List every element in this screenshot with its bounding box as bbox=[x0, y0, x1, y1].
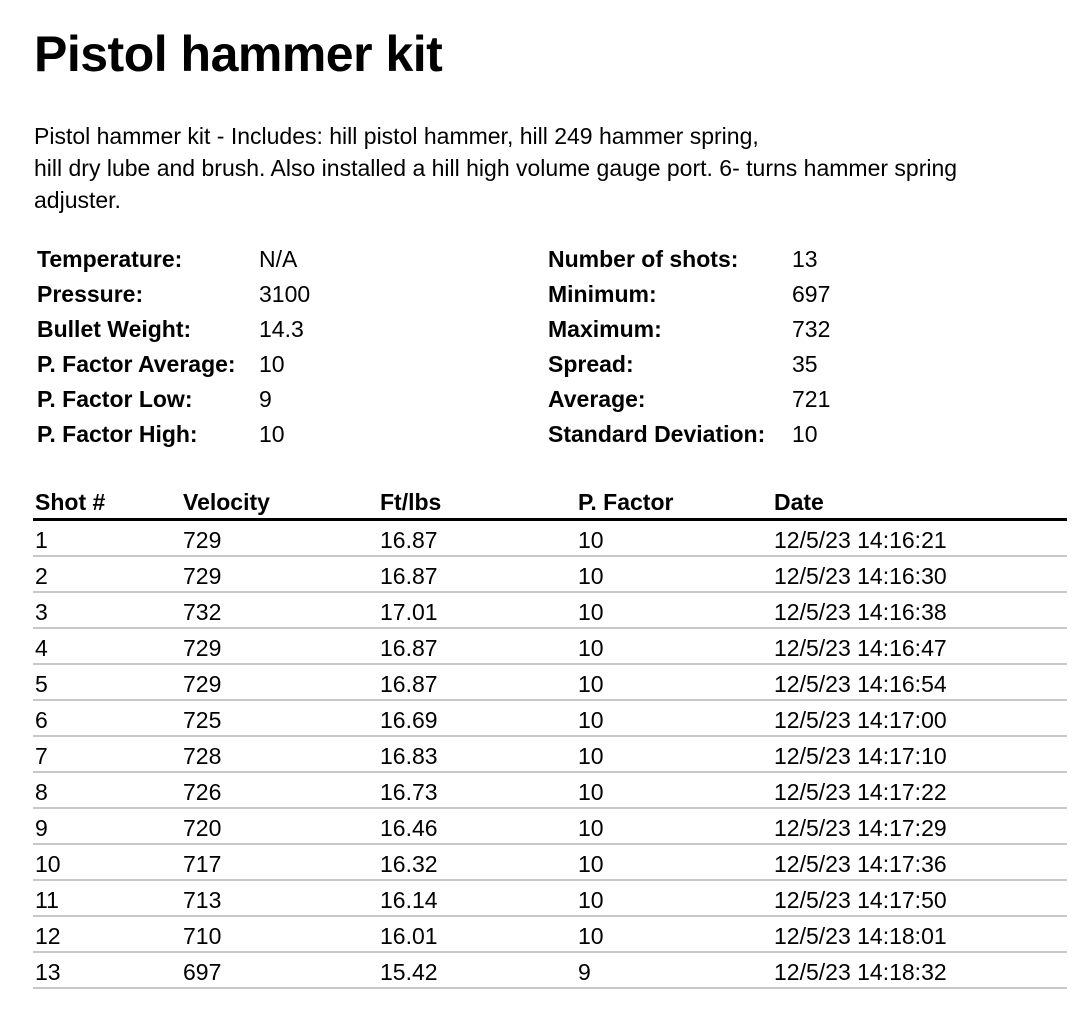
column-header-ft-lbs: Ft/lbs bbox=[380, 489, 442, 515]
cell-shot: 6 bbox=[35, 707, 48, 733]
table-row bbox=[33, 557, 1067, 593]
stat-value: 14.3 bbox=[259, 316, 304, 342]
table-row bbox=[33, 665, 1067, 701]
cell-date: 12/5/23 14:17:10 bbox=[774, 743, 947, 769]
description-line: Pistol hammer kit - Includes: hill pistol hammer, hill 249 hammer spring, bbox=[34, 123, 759, 149]
cell-date: 12/5/23 14:17:22 bbox=[774, 779, 947, 805]
stat-value: 697 bbox=[792, 281, 831, 307]
cell-velocity: 717 bbox=[183, 851, 222, 877]
cell-ft-lbs: 16.32 bbox=[380, 851, 438, 877]
cell-date: 12/5/23 14:17:00 bbox=[774, 707, 947, 733]
cell-ft-lbs: 17.01 bbox=[380, 599, 438, 625]
cell-velocity: 725 bbox=[183, 707, 222, 733]
table-row bbox=[33, 737, 1067, 773]
description-line: adjuster. bbox=[34, 187, 121, 213]
cell-velocity: 732 bbox=[183, 599, 222, 625]
description bbox=[34, 120, 1064, 216]
cell-p-factor: 10 bbox=[578, 635, 604, 661]
cell-date: 12/5/23 14:16:30 bbox=[774, 563, 947, 589]
stat-label: Temperature: bbox=[37, 246, 183, 272]
cell-date: 12/5/23 14:16:38 bbox=[774, 599, 947, 625]
stat-value: 732 bbox=[792, 316, 831, 342]
stat-label: Pressure: bbox=[37, 281, 144, 307]
cell-shot: 10 bbox=[35, 851, 61, 877]
cell-ft-lbs: 16.46 bbox=[380, 815, 438, 841]
stat-label: Maximum: bbox=[548, 316, 662, 342]
cell-shot: 8 bbox=[35, 779, 48, 805]
cell-ft-lbs: 16.87 bbox=[380, 671, 438, 697]
cell-date: 12/5/23 14:17:29 bbox=[774, 815, 947, 841]
description-line: hill dry lube and brush. Also installed a hill high volume gauge port. 6- turns hammer spring bbox=[34, 155, 958, 181]
stat-value: 10 bbox=[259, 351, 285, 377]
cell-shot: 2 bbox=[35, 563, 48, 589]
table-row bbox=[33, 845, 1067, 881]
table-row bbox=[33, 521, 1067, 557]
cell-p-factor: 10 bbox=[578, 887, 604, 913]
cell-p-factor: 10 bbox=[578, 923, 604, 949]
cell-p-factor: 9 bbox=[578, 959, 591, 985]
cell-date: 12/5/23 14:16:54 bbox=[774, 671, 947, 697]
cell-p-factor: 10 bbox=[578, 599, 604, 625]
table-header bbox=[33, 484, 1067, 521]
stat-value: 3100 bbox=[259, 281, 311, 307]
stat-label: Average: bbox=[548, 386, 646, 412]
cell-p-factor: 10 bbox=[578, 851, 604, 877]
page-title: Pistol hammer kit bbox=[34, 26, 443, 82]
cell-date: 12/5/23 14:16:21 bbox=[774, 527, 947, 553]
cell-shot: 9 bbox=[35, 815, 48, 841]
stat-value: 9 bbox=[259, 386, 272, 412]
table-row bbox=[33, 701, 1067, 737]
cell-ft-lbs: 16.69 bbox=[380, 707, 438, 733]
cell-velocity: 729 bbox=[183, 671, 222, 697]
cell-velocity: 728 bbox=[183, 743, 222, 769]
cell-p-factor: 10 bbox=[578, 527, 604, 553]
cell-date: 12/5/23 14:18:01 bbox=[774, 923, 947, 949]
cell-shot: 1 bbox=[35, 527, 48, 553]
cell-velocity: 729 bbox=[183, 635, 222, 661]
stat-label: Minimum: bbox=[548, 281, 657, 307]
table-row bbox=[33, 917, 1067, 953]
stat-label: Bullet Weight: bbox=[37, 316, 192, 342]
cell-velocity: 726 bbox=[183, 779, 222, 805]
cell-ft-lbs: 16.73 bbox=[380, 779, 438, 805]
table-row bbox=[33, 881, 1067, 917]
table-row bbox=[33, 593, 1067, 629]
stat-value: 13 bbox=[792, 246, 818, 272]
cell-ft-lbs: 16.87 bbox=[380, 635, 438, 661]
cell-shot: 3 bbox=[35, 599, 48, 625]
cell-velocity: 720 bbox=[183, 815, 222, 841]
stat-value: 721 bbox=[792, 386, 831, 412]
cell-ft-lbs: 16.14 bbox=[380, 887, 438, 913]
cell-shot: 5 bbox=[35, 671, 48, 697]
stat-label: Spread: bbox=[548, 351, 634, 377]
cell-velocity: 729 bbox=[183, 563, 222, 589]
cell-shot: 13 bbox=[35, 959, 61, 985]
table-row bbox=[33, 629, 1067, 665]
cell-p-factor: 10 bbox=[578, 815, 604, 841]
cell-date: 12/5/23 14:17:36 bbox=[774, 851, 947, 877]
cell-ft-lbs: 16.01 bbox=[380, 923, 438, 949]
cell-date: 12/5/23 14:16:47 bbox=[774, 635, 947, 661]
column-header-p-factor: P. Factor bbox=[578, 489, 674, 515]
stat-value: N/A bbox=[259, 246, 298, 272]
column-header-velocity: Velocity bbox=[183, 489, 270, 515]
cell-velocity: 710 bbox=[183, 923, 222, 949]
stat-label: P. Factor High: bbox=[37, 421, 198, 447]
cell-p-factor: 10 bbox=[578, 563, 604, 589]
table-row bbox=[33, 809, 1067, 845]
stat-label: Number of shots: bbox=[548, 246, 739, 272]
cell-velocity: 729 bbox=[183, 527, 222, 553]
column-header-shot: Shot # bbox=[35, 489, 106, 515]
stat-label: Standard Deviation: bbox=[548, 421, 766, 447]
stat-label: P. Factor Average: bbox=[37, 351, 236, 377]
cell-ft-lbs: 16.83 bbox=[380, 743, 438, 769]
table-row bbox=[33, 773, 1067, 809]
cell-date: 12/5/23 14:18:32 bbox=[774, 959, 947, 985]
cell-shot: 7 bbox=[35, 743, 48, 769]
stat-value: 35 bbox=[792, 351, 818, 377]
cell-p-factor: 10 bbox=[578, 743, 604, 769]
cell-velocity: 697 bbox=[183, 959, 222, 985]
cell-shot: 4 bbox=[35, 635, 48, 661]
cell-p-factor: 10 bbox=[578, 707, 604, 733]
cell-ft-lbs: 15.42 bbox=[380, 959, 438, 985]
table-row bbox=[33, 953, 1067, 989]
cell-ft-lbs: 16.87 bbox=[380, 527, 438, 553]
cell-date: 12/5/23 14:17:50 bbox=[774, 887, 947, 913]
column-header-date: Date bbox=[774, 489, 824, 515]
cell-p-factor: 10 bbox=[578, 779, 604, 805]
stat-value: 10 bbox=[259, 421, 285, 447]
cell-velocity: 713 bbox=[183, 887, 222, 913]
stat-label: P. Factor Low: bbox=[37, 386, 193, 412]
cell-ft-lbs: 16.87 bbox=[380, 563, 438, 589]
cell-p-factor: 10 bbox=[578, 671, 604, 697]
cell-shot: 12 bbox=[35, 923, 61, 949]
shots-table bbox=[33, 484, 1067, 989]
cell-shot: 11 bbox=[35, 887, 59, 913]
stat-value: 10 bbox=[792, 421, 818, 447]
